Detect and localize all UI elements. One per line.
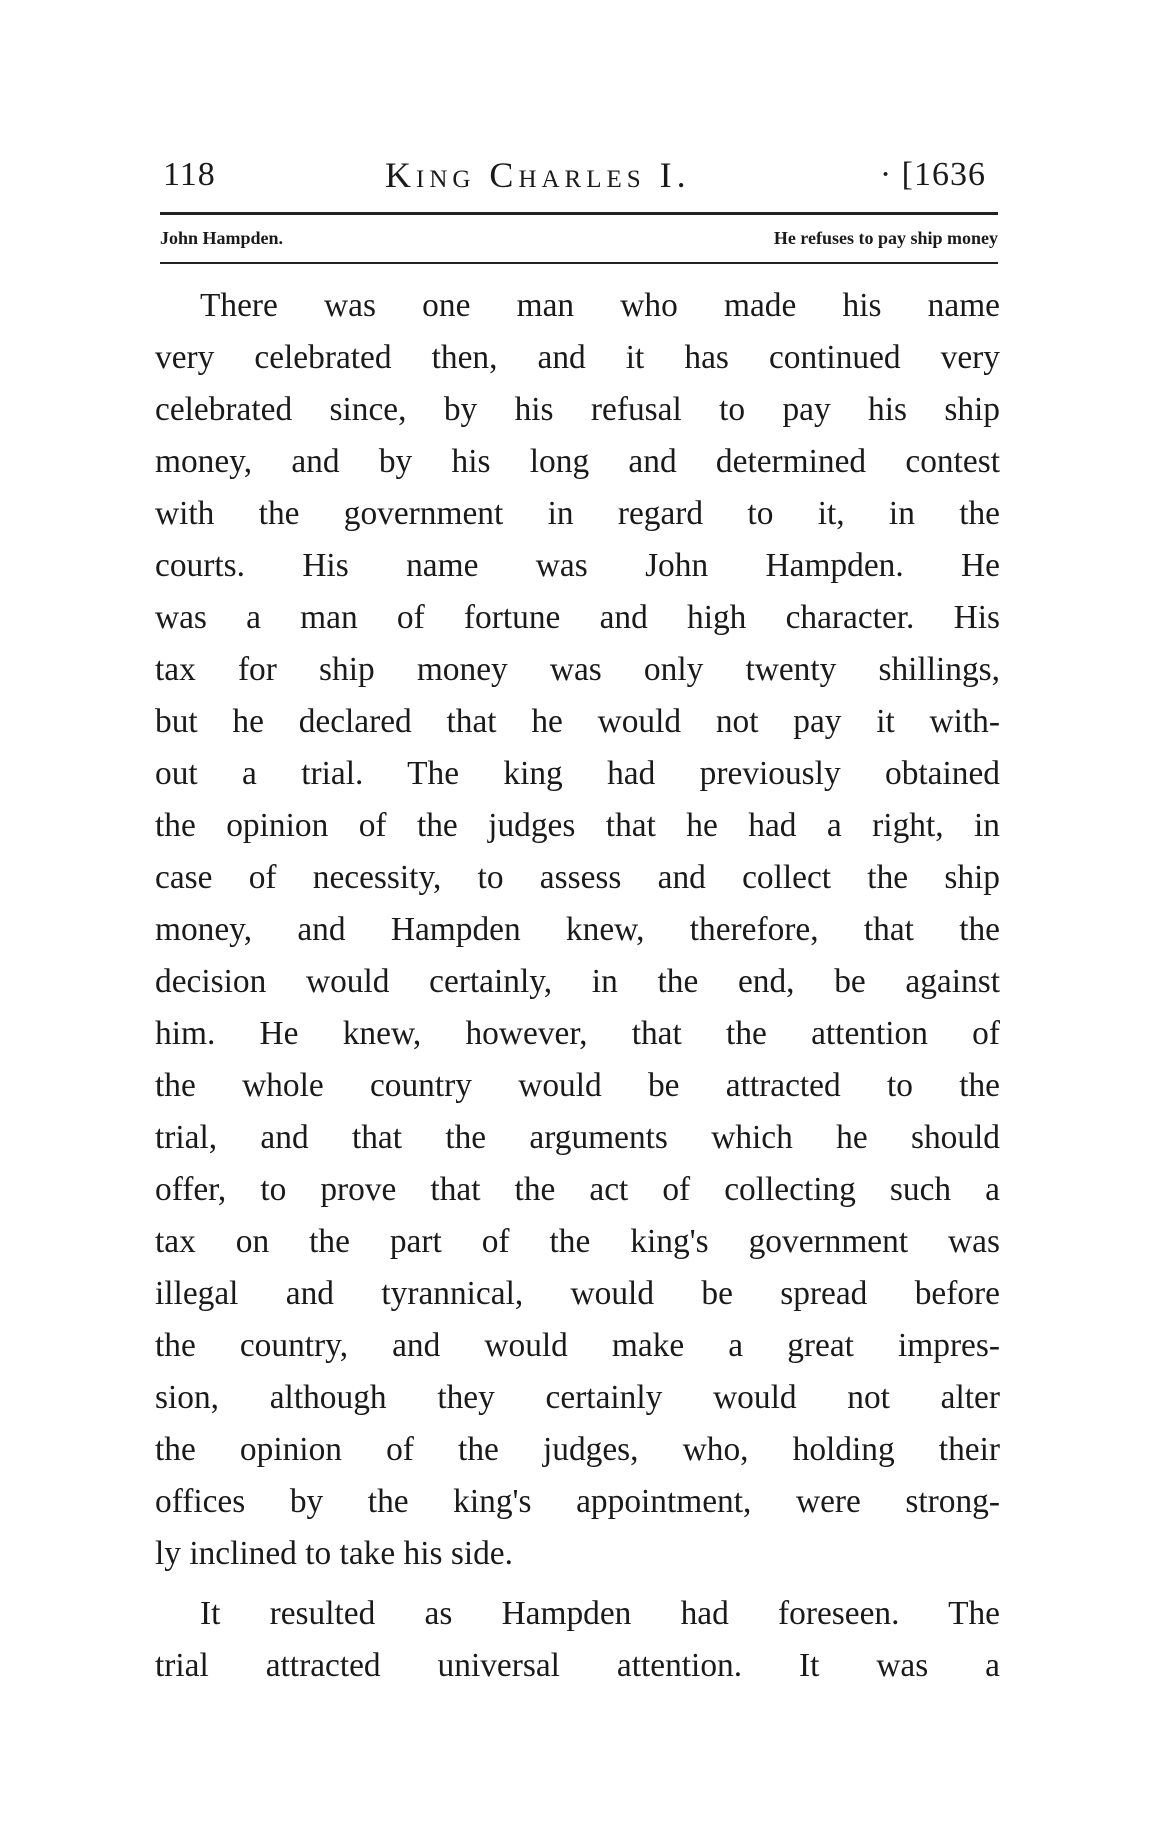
text-line: illegal and tyrannical, would be spread before	[155, 1275, 1000, 1312]
text-line: him. He knew, however, that the attention of	[155, 1015, 1000, 1052]
text-line: but he declared that he would not pay it with-	[155, 703, 1000, 740]
text-line: out a trial. The king had previously obtained	[155, 755, 1000, 792]
text-line: was a man of fortune and high character. His	[155, 599, 1000, 636]
paragraph-gap	[155, 1580, 1000, 1588]
year-mark: · [1636	[879, 156, 986, 193]
text-line: There was one man who made his name	[200, 287, 1000, 324]
text-line: the country, and would make a great impres-	[155, 1327, 1000, 1364]
text-line: trial, and that the arguments which he should	[155, 1119, 1000, 1156]
text-line: case of necessity, to assess and collect the ship	[155, 859, 1000, 896]
header-rule-bottom	[160, 262, 998, 264]
text-line: tax on the part of the king's government was	[155, 1223, 1000, 1260]
subhead-left: John Hampden.	[160, 228, 284, 248]
page-number: 118	[163, 156, 216, 193]
paragraph	[155, 280, 1000, 1580]
text-line: sion, although they certainly would not alter	[155, 1379, 1000, 1416]
text-line: decision would certainly, in the end, be against	[155, 963, 1000, 1000]
text-line: celebrated since, by his refusal to pay his ship	[155, 391, 1000, 428]
text-line: offer, to prove that the act of collecting such a	[155, 1171, 1000, 1208]
text-line: very celebrated then, and it has continued very	[155, 339, 1000, 376]
text-line: money, and Hampden knew, therefore, that the	[155, 911, 1000, 948]
text-line: It resulted as Hampden had foreseen. The	[200, 1595, 1000, 1632]
subhead-right: He refuses to pay ship money	[773, 228, 998, 248]
text-line: trial attracted universal attention. It was a	[155, 1647, 1000, 1684]
text-line: ly inclined to take his side.	[155, 1535, 513, 1572]
text-line: money, and by his long and determined contest	[155, 443, 1000, 480]
text-line: tax for ship money was only twenty shillings,	[155, 651, 1000, 688]
text-line: with the government in regard to it, in the	[155, 495, 1000, 532]
text-line: the whole country would be attracted to the	[155, 1067, 1000, 1104]
text-line: courts. His name was John Hampden. He	[155, 547, 1000, 584]
header-rule-top	[160, 212, 998, 215]
paragraph	[155, 1588, 1000, 1692]
body-text	[155, 280, 1000, 1692]
text-line: the opinion of the judges that he had a right, in	[155, 807, 1000, 844]
book-title: King Charles I.	[385, 155, 691, 195]
text-line: the opinion of the judges, who, holding their	[155, 1431, 1000, 1468]
text-line: offices by the king's appointment, were strong-	[155, 1483, 1000, 1520]
subheads	[160, 222, 998, 254]
running-head	[155, 150, 1000, 200]
